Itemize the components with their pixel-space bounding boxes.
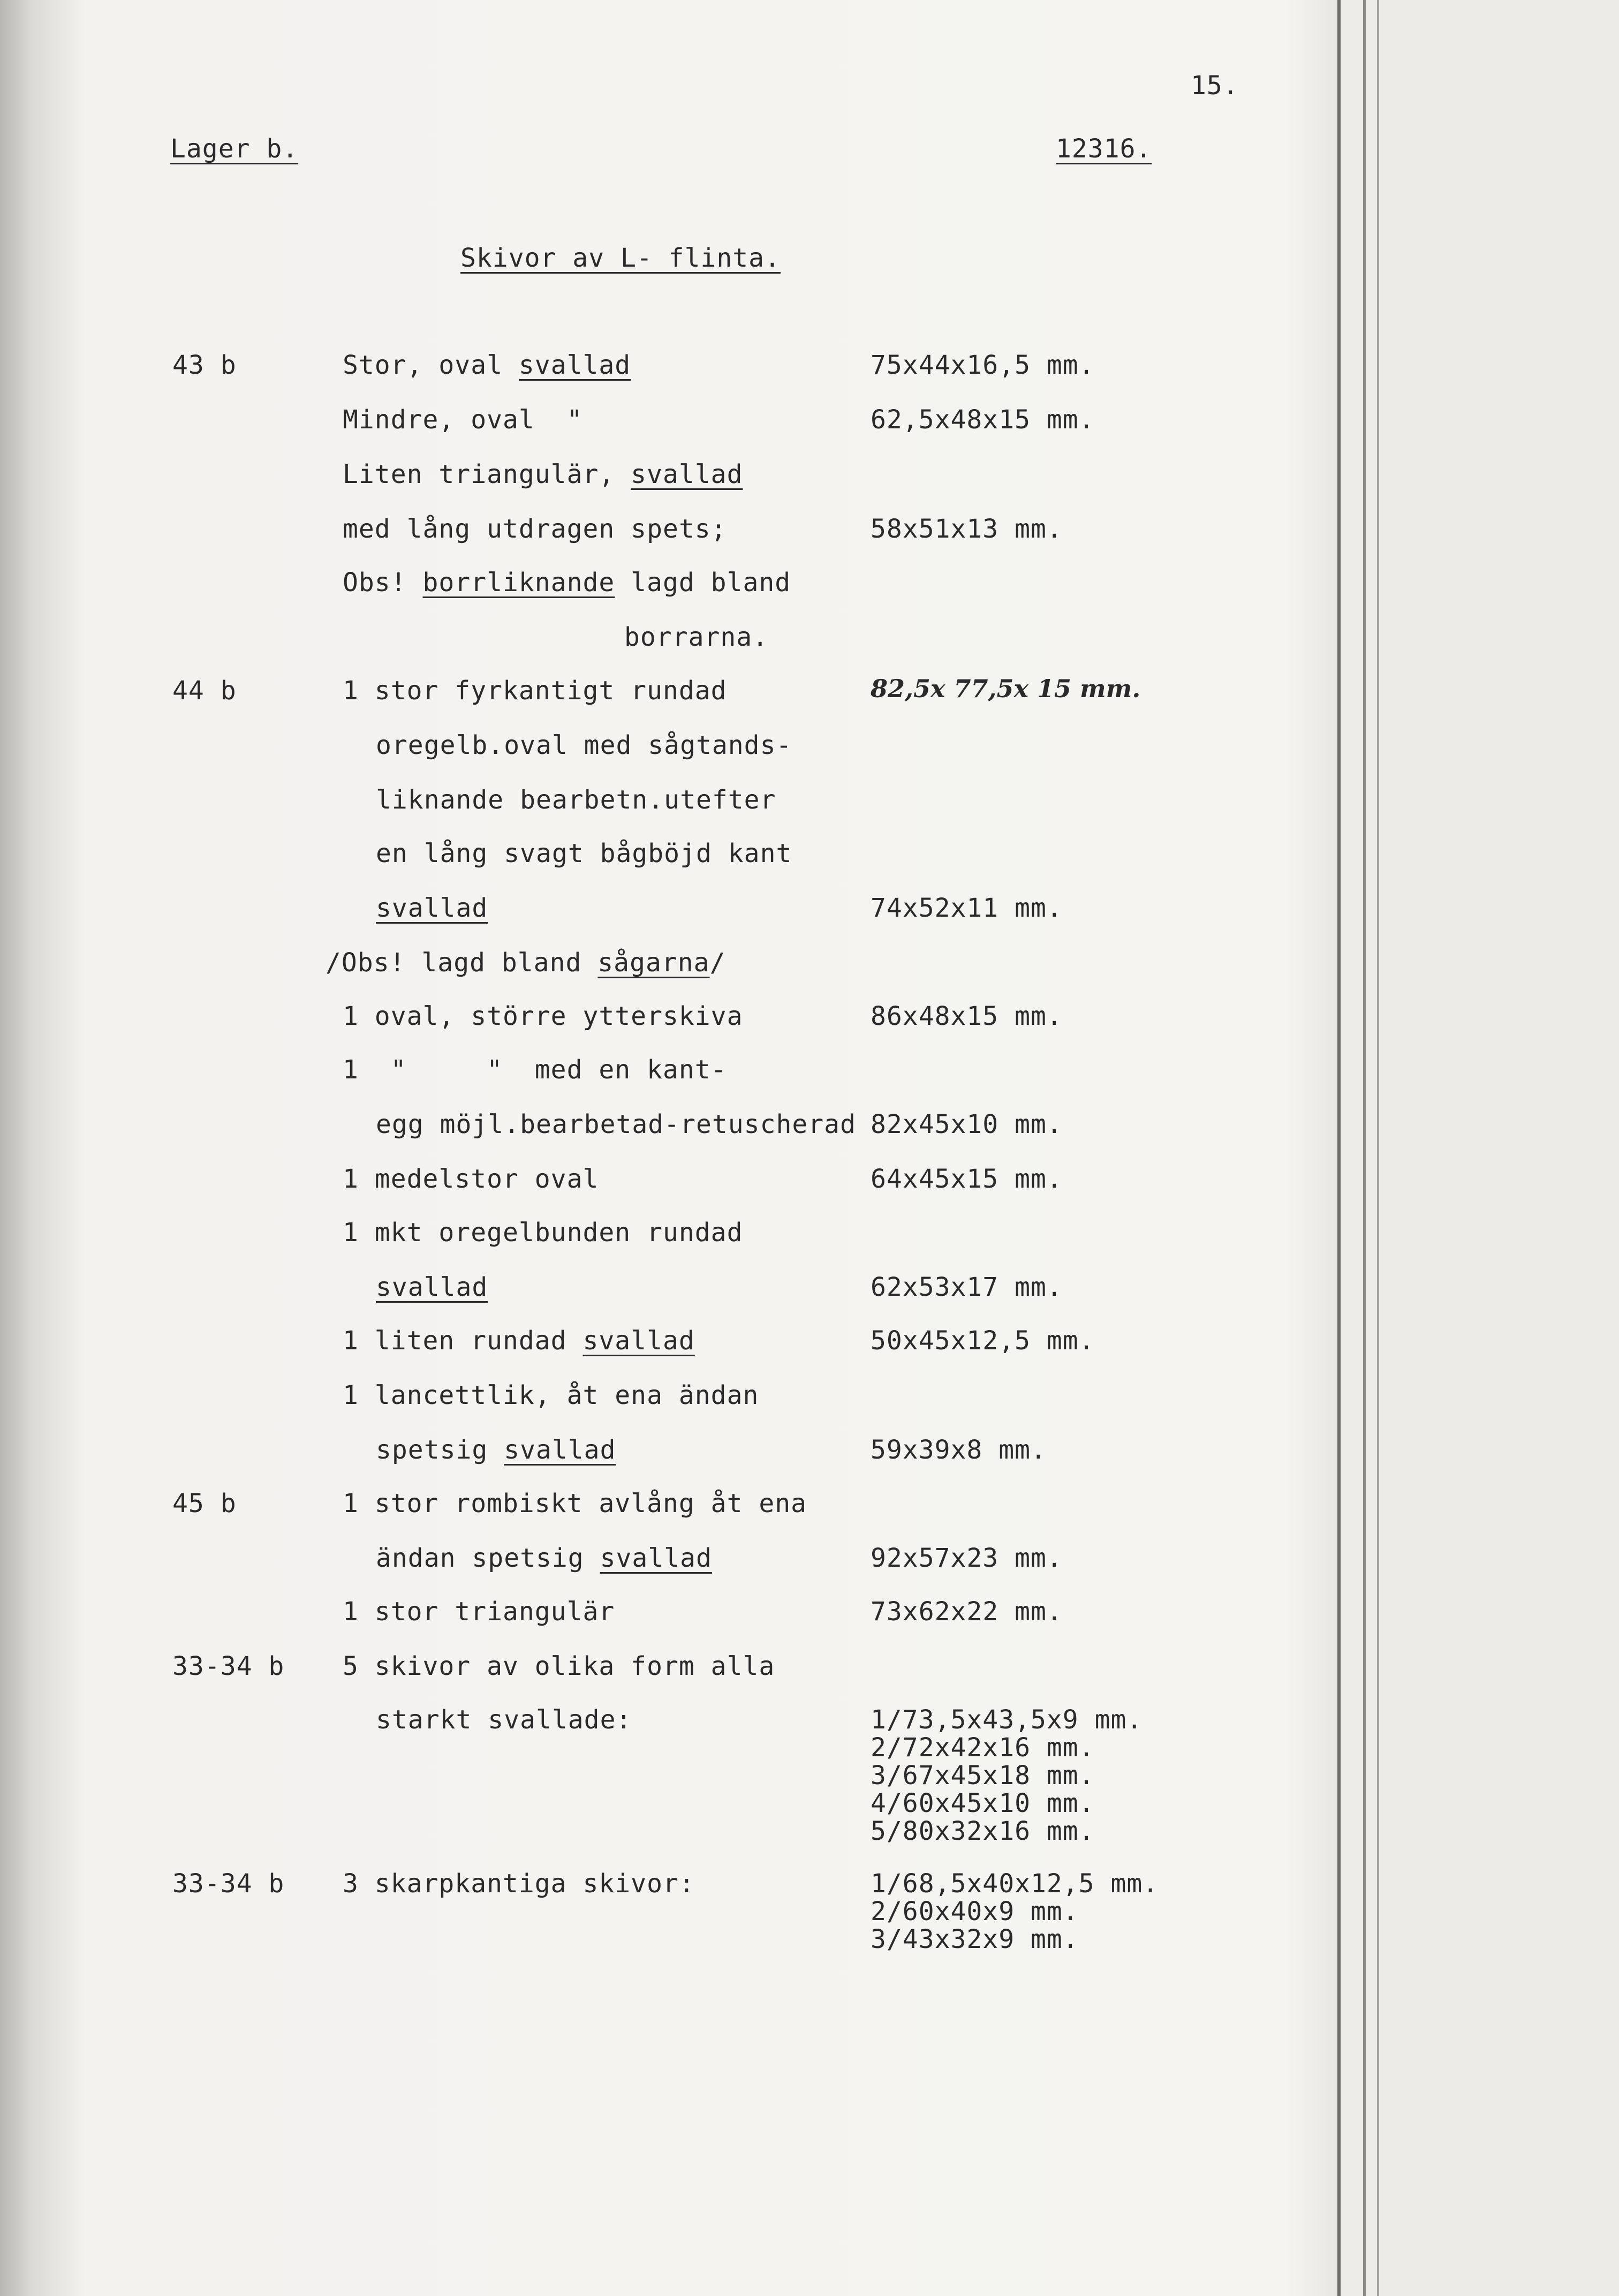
- item-description: [376, 785, 776, 815]
- underlined-term: svallad: [631, 459, 743, 489]
- measurement: 64x45x15 mm.: [871, 1164, 1063, 1194]
- item-description: [343, 1597, 615, 1627]
- underlined-term: svallad: [376, 1272, 488, 1302]
- underlined-term: svallad: [582, 1326, 695, 1356]
- description-text: borrarna.: [624, 622, 769, 652]
- item-description: [376, 730, 792, 760]
- description-text: 1 stor triangulär: [343, 1597, 615, 1627]
- item-description: [343, 405, 582, 435]
- description-text: 1 lancettlik, åt ena ändan: [343, 1380, 759, 1410]
- description-text: egg möjl.bearbetad-retuscherad: [376, 1109, 856, 1139]
- measurement: 58x51x13 mm.: [871, 514, 1063, 544]
- item-description: [326, 948, 725, 978]
- item-description: [376, 839, 792, 868]
- measurement: 73x62x22 mm.: [871, 1597, 1063, 1627]
- underlined-term: borrliknande: [422, 568, 615, 598]
- description-text: Obs!: [343, 568, 423, 598]
- measurement: 92x57x23 mm.: [871, 1543, 1063, 1573]
- description-text: ändan spetsig: [376, 1543, 600, 1573]
- item-id: 45 b: [172, 1489, 237, 1519]
- item-description: [343, 676, 727, 706]
- description-text: 5 skivor av olika form alla: [343, 1651, 775, 1681]
- measurement-list-item: 1/73,5x43,5x9 mm.: [871, 1705, 1143, 1735]
- item-description: [343, 459, 743, 489]
- description-text: Mindre, oval ": [343, 405, 583, 435]
- measurement: 74x52x11 mm.: [871, 893, 1063, 923]
- header-right: 12316.: [1056, 134, 1152, 164]
- measurement-list-item: 1/68,5x40x12,5 mm.: [871, 1869, 1159, 1899]
- item-id: 44 b: [172, 676, 237, 706]
- item-id: 33-34 b: [172, 1651, 285, 1681]
- measurement: 62x53x17 mm.: [871, 1272, 1063, 1302]
- header-left: Lager b.: [170, 134, 299, 164]
- measurement: 50x45x12,5 mm.: [871, 1326, 1095, 1356]
- item-description: [343, 514, 727, 544]
- description-text: Stor, oval: [343, 350, 519, 380]
- description-text: 1 medelstor oval: [343, 1164, 599, 1194]
- description-text: spetsig: [376, 1435, 504, 1465]
- underlined-term: svallad: [504, 1435, 616, 1465]
- measurement-list-item: 5/80x32x16 mm.: [871, 1816, 1095, 1846]
- measurement-list-item: 4/60x45x10 mm.: [871, 1788, 1095, 1818]
- measurement: 86x48x15 mm.: [871, 1001, 1063, 1031]
- item-description: [376, 1435, 616, 1465]
- margin-strip: [1381, 0, 1619, 2296]
- binding-edge-line: [1363, 0, 1366, 2296]
- measurement: 82x45x10 mm.: [871, 1109, 1063, 1139]
- underlined-term: svallad: [600, 1543, 712, 1573]
- item-description: [343, 1489, 807, 1519]
- description-text: 1 " " med en kant-: [343, 1055, 727, 1085]
- handwritten-measurement: 82,5x 77,5x 15 mm.: [871, 674, 1141, 703]
- item-description: [376, 1272, 488, 1302]
- description-text: 3 skarpkantiga skivor:: [343, 1869, 695, 1899]
- description-text: 1 liten rundad: [343, 1326, 583, 1356]
- measurement-list-item: 2/60x40x9 mm.: [871, 1897, 1079, 1927]
- item-description: [343, 1869, 695, 1899]
- binding-edge: [1337, 0, 1341, 2296]
- measurement: 62,5x48x15 mm.: [871, 405, 1095, 435]
- item-description: [376, 893, 488, 923]
- underlined-term: svallad: [518, 350, 631, 380]
- description-text: starkt svallade:: [376, 1705, 632, 1735]
- item-id: 33-34 b: [172, 1869, 285, 1899]
- item-description: [343, 568, 791, 598]
- item-id: 43 b: [172, 350, 237, 380]
- measurement-list-item: 3/67x45x18 mm.: [871, 1761, 1095, 1791]
- description-text: 1 stor fyrkantigt rundad: [343, 676, 727, 706]
- item-description: [343, 1326, 695, 1356]
- item-description: [343, 1164, 599, 1194]
- binding-edge-line-2: [1377, 0, 1379, 2296]
- description-text-after: lagd bland: [615, 568, 791, 598]
- item-description: [343, 1218, 743, 1248]
- description-text: /Obs! lagd bland: [326, 948, 598, 978]
- item-description: [343, 1651, 775, 1681]
- underlined-term: svallad: [376, 893, 488, 923]
- measurement-list-item: 2/72x42x16 mm.: [871, 1733, 1095, 1763]
- item-description: [376, 1543, 712, 1573]
- measurement-list-item: 3/43x32x9 mm.: [871, 1924, 1079, 1954]
- measurement: 75x44x16,5 mm.: [871, 350, 1095, 380]
- underlined-term: sågarna: [597, 948, 710, 978]
- description-text: Liten triangulär,: [343, 459, 631, 489]
- description-text: liknande bearbetn.utefter: [376, 785, 776, 815]
- description-text: oregelb.oval med sågtands-: [376, 730, 792, 760]
- description-text: 1 stor rombiskt avlång åt ena: [343, 1489, 807, 1519]
- item-description: [376, 1109, 856, 1139]
- page-title: Skivor av L- flinta.: [460, 243, 781, 273]
- item-description: [376, 1705, 632, 1735]
- description-text: med lång utdragen spets;: [343, 514, 727, 544]
- measurement: 59x39x8 mm.: [871, 1435, 1047, 1465]
- item-description: [624, 622, 768, 652]
- description-text: 1 mkt oregelbunden rundad: [343, 1218, 743, 1248]
- description-text: 1 oval, större ytterskiva: [343, 1001, 743, 1031]
- description-text: en lång svagt bågböjd kant: [376, 839, 792, 868]
- item-description: [343, 1055, 727, 1085]
- page-number: 15.: [1191, 71, 1239, 101]
- description-text-after: /: [709, 948, 726, 978]
- item-description: [343, 1380, 759, 1410]
- item-description: [343, 1001, 743, 1031]
- item-description: [343, 350, 631, 380]
